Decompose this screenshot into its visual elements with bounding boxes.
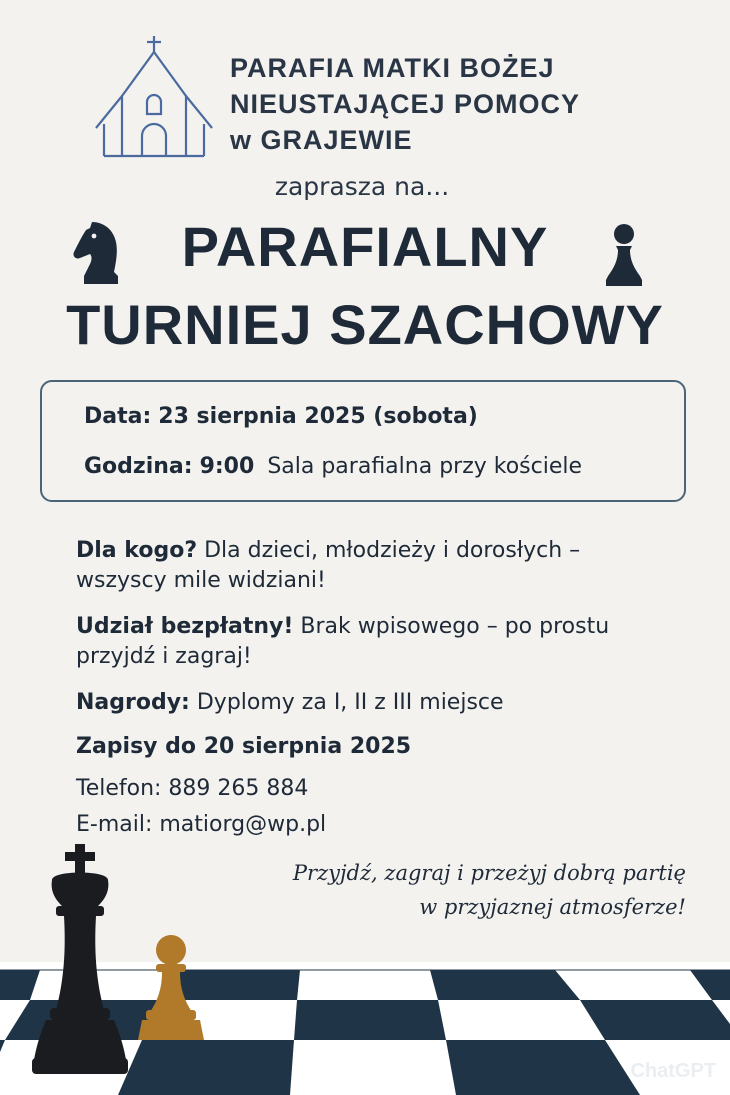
title-line-2: TURNIEJ SZACHOWY (66, 293, 664, 356)
slogan-line-2: w przyjaznej atmosferze! (419, 895, 686, 919)
slogan (216, 856, 686, 924)
date-value: 23 sierpnia 2025 (sobota) (158, 404, 478, 429)
watermark: ChatGPT (630, 1060, 716, 1082)
date-label: Data: (84, 404, 152, 429)
time-label: Godzina: (84, 454, 193, 479)
prizes-text: Dyplomy za I, II z III miejsce (196, 690, 504, 715)
parish-name (230, 50, 710, 158)
prizes-line (76, 688, 676, 718)
church-icon (92, 34, 216, 158)
date-line (84, 404, 478, 429)
free-entry-paragraph (76, 612, 676, 672)
title-line-1: PARAFIALNY (181, 215, 549, 278)
signup-deadline: Zapisy do 20 sierpnia 2025 (76, 734, 412, 759)
chess-pawn-gold-icon (134, 932, 208, 1044)
parish-line-2: NIEUSTAJĄCEJ POMOCY (230, 89, 581, 119)
free-entry-label: Udział bezpłatny! (76, 614, 294, 639)
prizes-label: Nagrody: (76, 690, 190, 715)
slogan-line-1: Przyjdź, zagraj i przeżyj dobrą partię (292, 861, 686, 885)
audience-paragraph (76, 536, 676, 596)
time-value: 9:00 (199, 454, 255, 479)
place-text: Sala parafialna przy kościele (267, 454, 583, 479)
chess-king-icon (30, 840, 130, 1078)
parish-line-1: PARAFIA MATKI BOŻEJ (230, 53, 555, 83)
phone-contact: Telefon: 889 265 884 (76, 776, 309, 801)
audience-text: Dla dzieci, młodzieży i dorosłych – wszyscy mile widziani! (76, 538, 581, 593)
audience-label: Dla kogo? (76, 538, 198, 563)
details-box (40, 380, 686, 502)
time-line (84, 454, 582, 479)
email-contact: E-mail: matiorg@wp.pl (76, 812, 327, 837)
parish-line-3: w GRAJEWIE (230, 125, 413, 155)
free-entry-text: Brak wpisowego – po prostu przyjdź i zagraj! (76, 614, 610, 669)
invite-text: zaprasza na... (274, 172, 450, 201)
